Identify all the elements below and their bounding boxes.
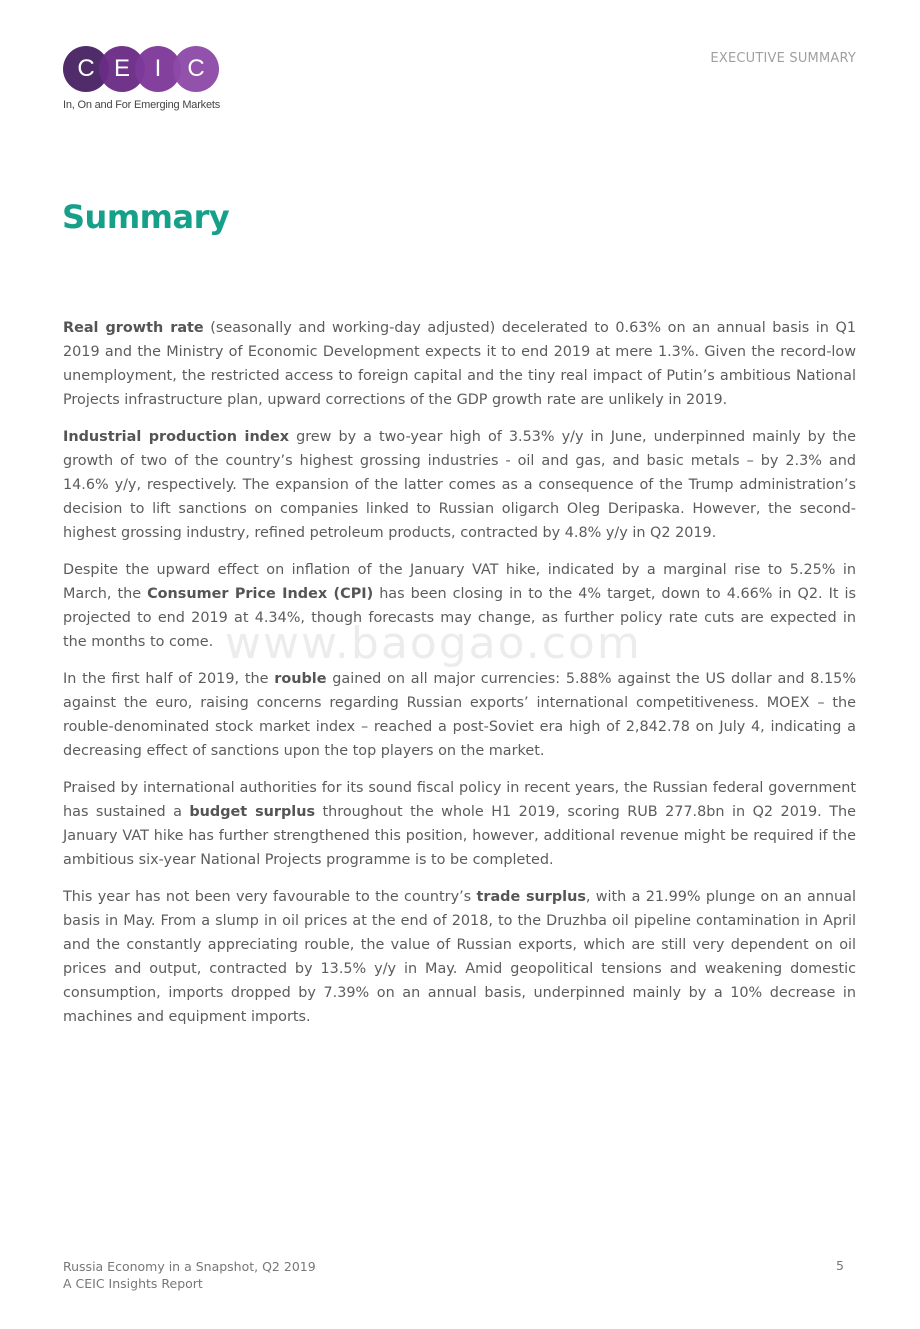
paragraph-growth xyxy=(63,316,856,412)
logo-circles xyxy=(63,46,223,92)
logo-letter-i: I xyxy=(135,46,181,92)
highlight-cpi: Consumer Price Index (CPI) xyxy=(147,586,374,602)
paragraph-text: In the first half of 2019, the xyxy=(63,671,275,687)
highlight-rouble: rouble xyxy=(274,671,327,687)
paragraph-text: grew by a two-year high of 3.53% y/y in June, underpinned mainly by the growth of two of the country’s highest grossing industries - oil and gas, and basic metals – by 2.3% and 14.6% y/y, respectively. The expansion of the latter comes as a consequence of the Trump administration’s decision to lift sanctions on companies linked to Russian oligarch Oleg Deripaska. However, the second-highest grossing industry, refined petroleum products, contracted by 4.8% y/y in Q2 2019. xyxy=(63,429,856,541)
paragraph-text: Despite the upward effect on inflation of the January VAT hike, indicated by a marginal rise to 5.25% in March, the xyxy=(63,562,856,602)
highlight-budget: budget surplus xyxy=(189,804,316,820)
paragraph-industrial xyxy=(63,425,856,545)
report-title: Russia Economy in a Snapshot, Q2 2019 xyxy=(63,1259,316,1274)
paragraph-text: , with a 21.99% plunge on an annual basis in May. From a slump in oil prices at the end of 2018, to the Druzhba oil pipeline contamination in April and the constantly appreciating rouble, the value of Russian exports, which are still very dependent on oil prices and output, contracted by 13.5% y/y in May. Amid geopolitical tensions and weakening domestic consumption, imports dropped by 7.39% on an annual basis, underpinned mainly by a 10% decrease in machines and equipment imports. xyxy=(63,889,856,1025)
logo-tagline: In, On and For Emerging Markets xyxy=(63,99,221,111)
paragraph-text: has been closing in to the 4% target, down to 4.66% in Q2. It is projected to end 2019 at 4.34%, though forecasts may change, as further policy rate cuts are expected in the months to come. xyxy=(63,586,857,650)
page-title: Summary xyxy=(62,198,230,236)
paragraph-text: This year has not been very favourable to the country’s xyxy=(63,889,477,905)
summary-body xyxy=(63,316,856,1042)
section-label: EXECUTIVE SUMMARY xyxy=(710,51,856,66)
paragraph-cpi xyxy=(63,558,856,654)
page-number: 5 xyxy=(836,1258,844,1273)
watermark: www.baogao.com xyxy=(225,618,642,669)
paragraph-text: Praised by international authorities for its sound fiscal policy in recent years, the Russian federal government has sustained a xyxy=(63,780,856,820)
lead-growth: Real growth rate xyxy=(63,320,204,336)
paragraph-budget xyxy=(63,776,856,872)
paragraph-trade xyxy=(63,885,856,1029)
logo-letter-e: E xyxy=(99,46,145,92)
footer xyxy=(63,1258,316,1292)
ceic-logo xyxy=(63,46,233,116)
paragraph-text: throughout the whole H1 2019, scoring RUB 277.8bn in Q2 2019. The January VAT hike has further strengthened this position, however, additional revenue might be required if the ambitious six-year National Projects programme is to be completed. xyxy=(63,804,856,868)
paragraph-rouble xyxy=(63,667,856,763)
paragraph-text: (seasonally and working-day adjusted) decelerated to 0.63% on an annual basis in Q1 2019 and the Ministry of Economic Development expects it to end 2019 at mere 1.3%. Given the record-low unemployment, the restricted access to foreign capital and the tiny real impact of Putin’s ambitious National Projects infrastructure plan, upward corrections of the GDP growth rate are unlikely in 2019. xyxy=(63,320,856,408)
report-subtitle: A CEIC Insights Report xyxy=(63,1276,203,1291)
logo-letter-c2: C xyxy=(173,46,219,92)
logo-letter-c1: C xyxy=(63,46,109,92)
lead-industrial: Industrial production index xyxy=(63,429,290,445)
highlight-trade: trade surplus xyxy=(476,889,586,905)
paragraph-text: gained on all major currencies: 5.88% against the US dollar and 8.15% against the euro, raising concerns regarding Russian exports’ international competitiveness. MOEX – the rouble-denominated stock market index – reached a post-Soviet era high of 2,842.78 on July 4, indicating a decreasing effect of sanctions upon the top players on the market. xyxy=(63,671,857,759)
